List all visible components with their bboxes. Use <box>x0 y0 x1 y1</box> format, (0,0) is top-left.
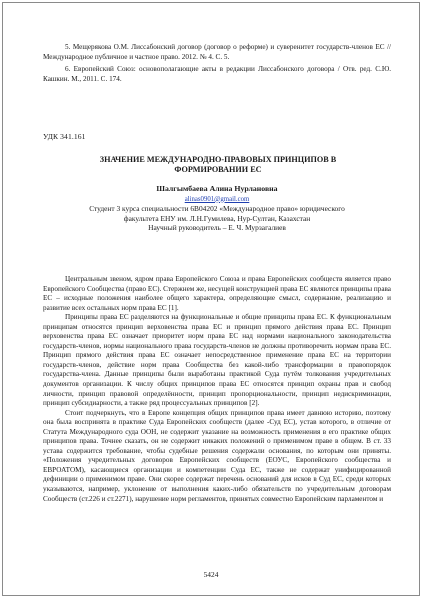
author-affiliation: факультета ЕНУ им. Л.Н.Гумилева, Нур-Султан, Казахстан <box>123 213 311 223</box>
reference-item: 6. Европейский Союз: основополагающие акты в редакции Лиссабонского договора / Отв. ред. С.Ю. Кашкин. М., 2011. С. 174. <box>43 65 391 83</box>
author-name: Шалгымбаева Алина Нурлановна <box>156 184 278 193</box>
article-body <box>43 275 391 504</box>
author-block <box>43 184 391 233</box>
page-number: 5424 <box>203 570 219 579</box>
udk-code: УДК 341.161 <box>43 132 86 141</box>
document-page <box>2 2 420 596</box>
body-paragraph: Стоит подчеркнуть, что в Европе концепция общих принципов права имеет давнюю историю, поэтому она была воспринята в практике Суда Европейских сообществ (далее -Суд ЕС), устав которого, в отличие от Статута Международного суда ООН, не содержит указание на возможность применения в его практике общих принципов права. Точнее сказать, он не содержит никаких положений о применимом праве в общем. В ст. 33 устава содержится требование, чтобы судебные решения содержали основания, по которым они приняты. «Положения учредительных договоров Европейских сообществ (ЕОУС, Европейского сообщества и ЕВРОАТОМ), касающиеся организации и компетенции Суда ЕС, также не содержат унифицированной дефиниции о применимом праве. Они скорее содержат перечень оснований для исков в Суд ЕС, среди которых указываются, например, уклонение от выполнения каких-либо обязательств по учредительным договорам Сообществ (ст.226 и ст.2271), нарушение норм регламентов, принятых совместно Европейским парламентом и <box>43 408 391 503</box>
supervisor: Научный руководитель – Е. Ч. Мурзагалиев <box>148 223 286 233</box>
body-paragraph: Центральным звеном, ядром права Европейского Союза и права Европейских сообществ является право Европейского Сообщества (право ЕС). Стержнем же, несущей конструкцией права ЕС являются принципы права ЕС – исходные положения наиболее общего характера, определяющие смысл, содержание, реализацию и развитие всех остальных норм права ЕС [1]. <box>43 275 391 312</box>
body-paragraph: Принципы права ЕС разделяются на функциональные и общие принципы права ЕС. К функциональным принципам относятся принцип верховенства права ЕС и принцип прямого действия права ЕС. Принцип верховенства права ЕС означает приоритет норм права ЕС над нормами национального законодательства государств-членов, нормы национального права государств-членов не должны противоречить нормам права ЕС. Принцип прямого действия права ЕС означает непосредственное применение права ЕС на территории государств-членов, действие норм права Сообщества без какой-либо трансформации в правопорядок государства-члена. Данные принципы были выработаны практикой Суда путём толкования учредительных документов организации. К числу общих принципов права ЕС относятся принцип охраны прав и свобод личности, принцип правовой определённости, принцип пропорциональности, принцип недискриминации, принцип субсидиарности, а также ряд процессуальных принципов [2]. <box>43 313 391 408</box>
reference-item: 5. Мещерякова О.М. Лиссабонский договор (договор о реформе) и суверенитет государств-членов ЕС // Международное публичное и частное право. 2012. № 4. С. 5. <box>43 43 391 61</box>
reference-list <box>43 43 391 87</box>
author-affiliation: Студент 3 курса специальности 6В04202 «Международное право» юридического <box>89 204 345 214</box>
article-title: ЗНАЧЕНИЕ МЕЖДУНАРОДНО-ПРАВОВЫХ ПРИНЦИПОВ В ФОРМИРОВАНИИ ЕС <box>99 155 337 175</box>
author-email-link[interactable]: alinas0901@gmail.com <box>184 195 250 203</box>
